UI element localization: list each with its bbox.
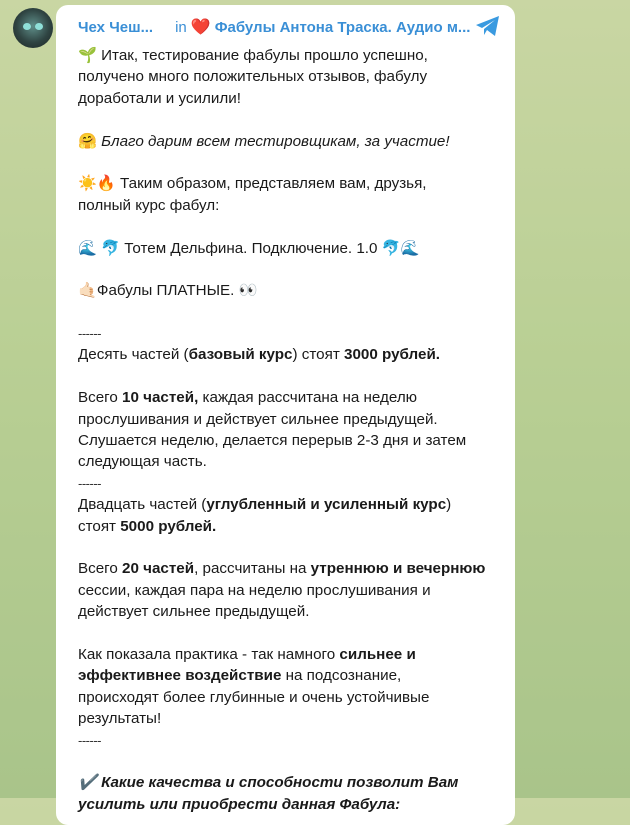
text-run: Всего (78, 560, 123, 578)
bold-run: утреннюю и вечернюю (310, 560, 486, 578)
text-line (78, 794, 508, 815)
thanks-text: Благо дарим всем тестировщикам, за участие! (101, 132, 450, 150)
text-line: результаты! (78, 710, 162, 728)
text-run: Как показала практика - так намного (78, 645, 340, 663)
price-basic: 3000 рублей. (344, 346, 440, 364)
text-line: Слушается неделю, делается перерыв 2-3 дня и затем (78, 432, 467, 450)
text-line (78, 772, 508, 793)
bold-italic-run: ✔️ Какие качества и способности позволит Вам (78, 774, 459, 792)
message-text (78, 45, 508, 815)
text-line: полный курс фабул: (78, 196, 220, 214)
message-bubble (56, 5, 515, 825)
text-run: , рассчитаны на (194, 560, 311, 578)
text-run: Двадцать частей ( (78, 496, 207, 514)
text-run: ) (446, 496, 452, 514)
separator: ------ (78, 475, 101, 491)
separator: ------ (78, 326, 101, 342)
bold-run: эффективнее воздействие (78, 667, 282, 685)
avatar-eye (23, 23, 31, 30)
bold-run: сильнее и (339, 645, 416, 663)
text-run: ) (292, 346, 298, 364)
hug-emoji-icon: 🤗 (78, 132, 97, 150)
text-line: ☀️🔥 Таким образом, представляем вам, друзья, (78, 175, 427, 193)
text-line: доработали и усилили! (78, 89, 241, 107)
separator: ------ (78, 732, 101, 748)
text-line (78, 494, 508, 515)
text-line: происходят более глубинные и очень устойчивые (78, 688, 430, 706)
telegram-icon[interactable] (475, 15, 501, 37)
bold-run: базовый курс (188, 346, 293, 364)
text-line (78, 387, 508, 408)
text-line: прослушивания и действует сильнее предыдущей. (78, 410, 438, 428)
heart-icon: ❤️ (190, 19, 211, 36)
bold-run: 10 частей, (122, 389, 199, 407)
price-advanced: 5000 рублей. (120, 517, 217, 535)
fabula-title: 🌊 🐬 Тотем Дельфина. Подключение. 1.0 🐬🌊 (78, 239, 420, 257)
text-line: действует сильнее предыдущей. (78, 603, 310, 621)
text-line (78, 516, 508, 537)
text-line (78, 644, 508, 665)
text-line (78, 344, 508, 365)
paid-notice: 🤙🏻Фабулы ПЛАТНЫЕ. 👀 (78, 282, 258, 300)
author-name[interactable]: Чех Чеш... (78, 18, 154, 36)
text-run: каждая рассчитана на неделю (198, 389, 418, 407)
text-run: стоят (297, 346, 345, 364)
avatar[interactable] (13, 8, 53, 48)
text-run: на подсознание, (281, 667, 402, 685)
avatar-eye (35, 23, 43, 30)
text-line (78, 131, 508, 152)
bold-run: углубленный и усиленный курс (206, 496, 447, 514)
text-line: 🌱 Итак, тестирование фабулы прошло успешно, (78, 47, 428, 64)
text-run: Всего (78, 389, 123, 407)
text-line: сессии, каждая пара на неделю прослушивания и (78, 581, 431, 599)
text-line (78, 558, 508, 579)
bold-run: 20 частей (122, 560, 195, 578)
bold-italic-run: усилить или приобрести данная Фабула: (78, 795, 401, 813)
text-line: следующая часть. (78, 453, 207, 471)
in-label: in (175, 18, 187, 36)
text-run: стоят (78, 517, 121, 535)
text-run: Десять частей ( (78, 346, 189, 364)
message-header (78, 17, 498, 37)
text-line: получено много положительных отзывов, фабулу (78, 68, 428, 86)
channel-name[interactable]: Фабулы Антона Траска. Аудио м... (214, 18, 471, 36)
text-line (78, 665, 508, 686)
